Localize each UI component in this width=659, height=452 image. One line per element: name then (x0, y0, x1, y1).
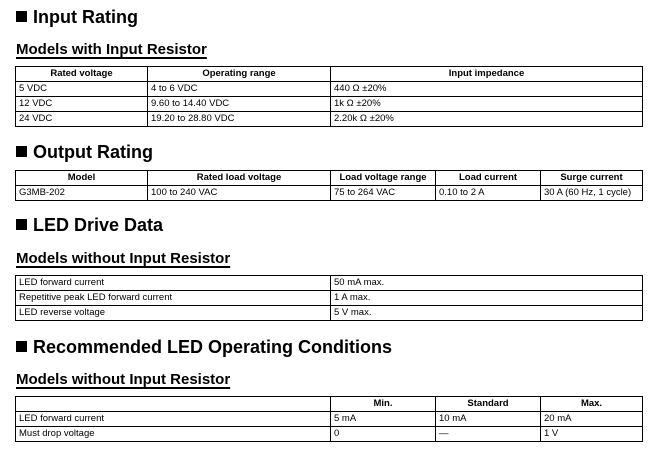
table-row (16, 82, 643, 97)
table-cell: 1 V (541, 427, 643, 442)
table-row (16, 427, 643, 442)
output-rating-heading: Output Rating (16, 141, 153, 163)
table-row (16, 291, 643, 306)
table-cell: Repetitive peak LED forward current (16, 291, 331, 306)
header-cell: Min. (331, 397, 436, 412)
table-cell: 4 to 6 VDC (148, 82, 331, 97)
table-cell: 20 mA (541, 412, 643, 427)
table-cell: LED forward current (16, 276, 331, 291)
header-cell: Load current (436, 171, 541, 186)
header-cell: Input impedance (331, 67, 643, 82)
table-cell: LED reverse voltage (16, 306, 331, 321)
table-cell: 5 V max. (331, 306, 643, 321)
table-cell: 30 A (60 Hz, 1 cycle) (541, 186, 643, 201)
table-cell: 440 Ω ±20% (331, 82, 643, 97)
header-cell: Rated voltage (16, 67, 148, 82)
table-cell: 24 VDC (16, 112, 148, 127)
table-header-row (16, 397, 643, 412)
square-bullet-icon (16, 11, 27, 22)
header-cell: Operating range (148, 67, 331, 82)
recommended-heading: Recommended LED Operating Conditions (16, 336, 392, 358)
led-drive-heading: LED Drive Data (16, 214, 163, 236)
table-header-row (16, 171, 643, 186)
table-cell: 0 (331, 427, 436, 442)
header-cell: Max. (541, 397, 643, 412)
header-cell: Load voltage range (331, 171, 436, 186)
table-cell: 50 mA max. (331, 276, 643, 291)
input-rating-table (15, 66, 643, 127)
table-cell: 75 to 264 VAC (331, 186, 436, 201)
square-bullet-icon (16, 219, 27, 230)
output-rating-table (15, 170, 643, 201)
table-row (16, 276, 643, 291)
header-cell: Rated load voltage (148, 171, 331, 186)
header-cell (16, 397, 331, 412)
square-bullet-icon (16, 146, 27, 157)
table-row (16, 306, 643, 321)
table-cell: 5 mA (331, 412, 436, 427)
input-rating-heading: Input Rating (16, 6, 138, 28)
table-cell: 1k Ω ±20% (331, 97, 643, 112)
led-drive-table (15, 275, 643, 321)
table-cell: 100 to 240 VAC (148, 186, 331, 201)
table-cell: Must drop voltage (16, 427, 331, 442)
table-row (16, 186, 643, 201)
table-cell: 9.60 to 14.40 VDC (148, 97, 331, 112)
header-cell: Surge current (541, 171, 643, 186)
table-cell: 1 A max. (331, 291, 643, 306)
input-rating-subheading: Models with Input Resistor (16, 41, 207, 58)
header-cell: Standard (436, 397, 541, 412)
table-cell: 19.20 to 28.80 VDC (148, 112, 331, 127)
table-cell: G3MB-202 (16, 186, 148, 201)
header-cell: Model (16, 171, 148, 186)
table-row (16, 112, 643, 127)
table-cell: — (436, 427, 541, 442)
table-header-row (16, 67, 643, 82)
table-cell: 10 mA (436, 412, 541, 427)
square-bullet-icon (16, 341, 27, 352)
table-row (16, 97, 643, 112)
recommended-table (15, 396, 643, 442)
table-cell: 12 VDC (16, 97, 148, 112)
table-cell: 0.10 to 2 A (436, 186, 541, 201)
table-cell: 2.20k Ω ±20% (331, 112, 643, 127)
table-cell: 5 VDC (16, 82, 148, 97)
led-drive-subheading: Models without Input Resistor (16, 250, 231, 267)
table-row (16, 412, 643, 427)
recommended-subheading: Models without Input Resistor (16, 371, 231, 388)
table-cell: LED forward current (16, 412, 331, 427)
